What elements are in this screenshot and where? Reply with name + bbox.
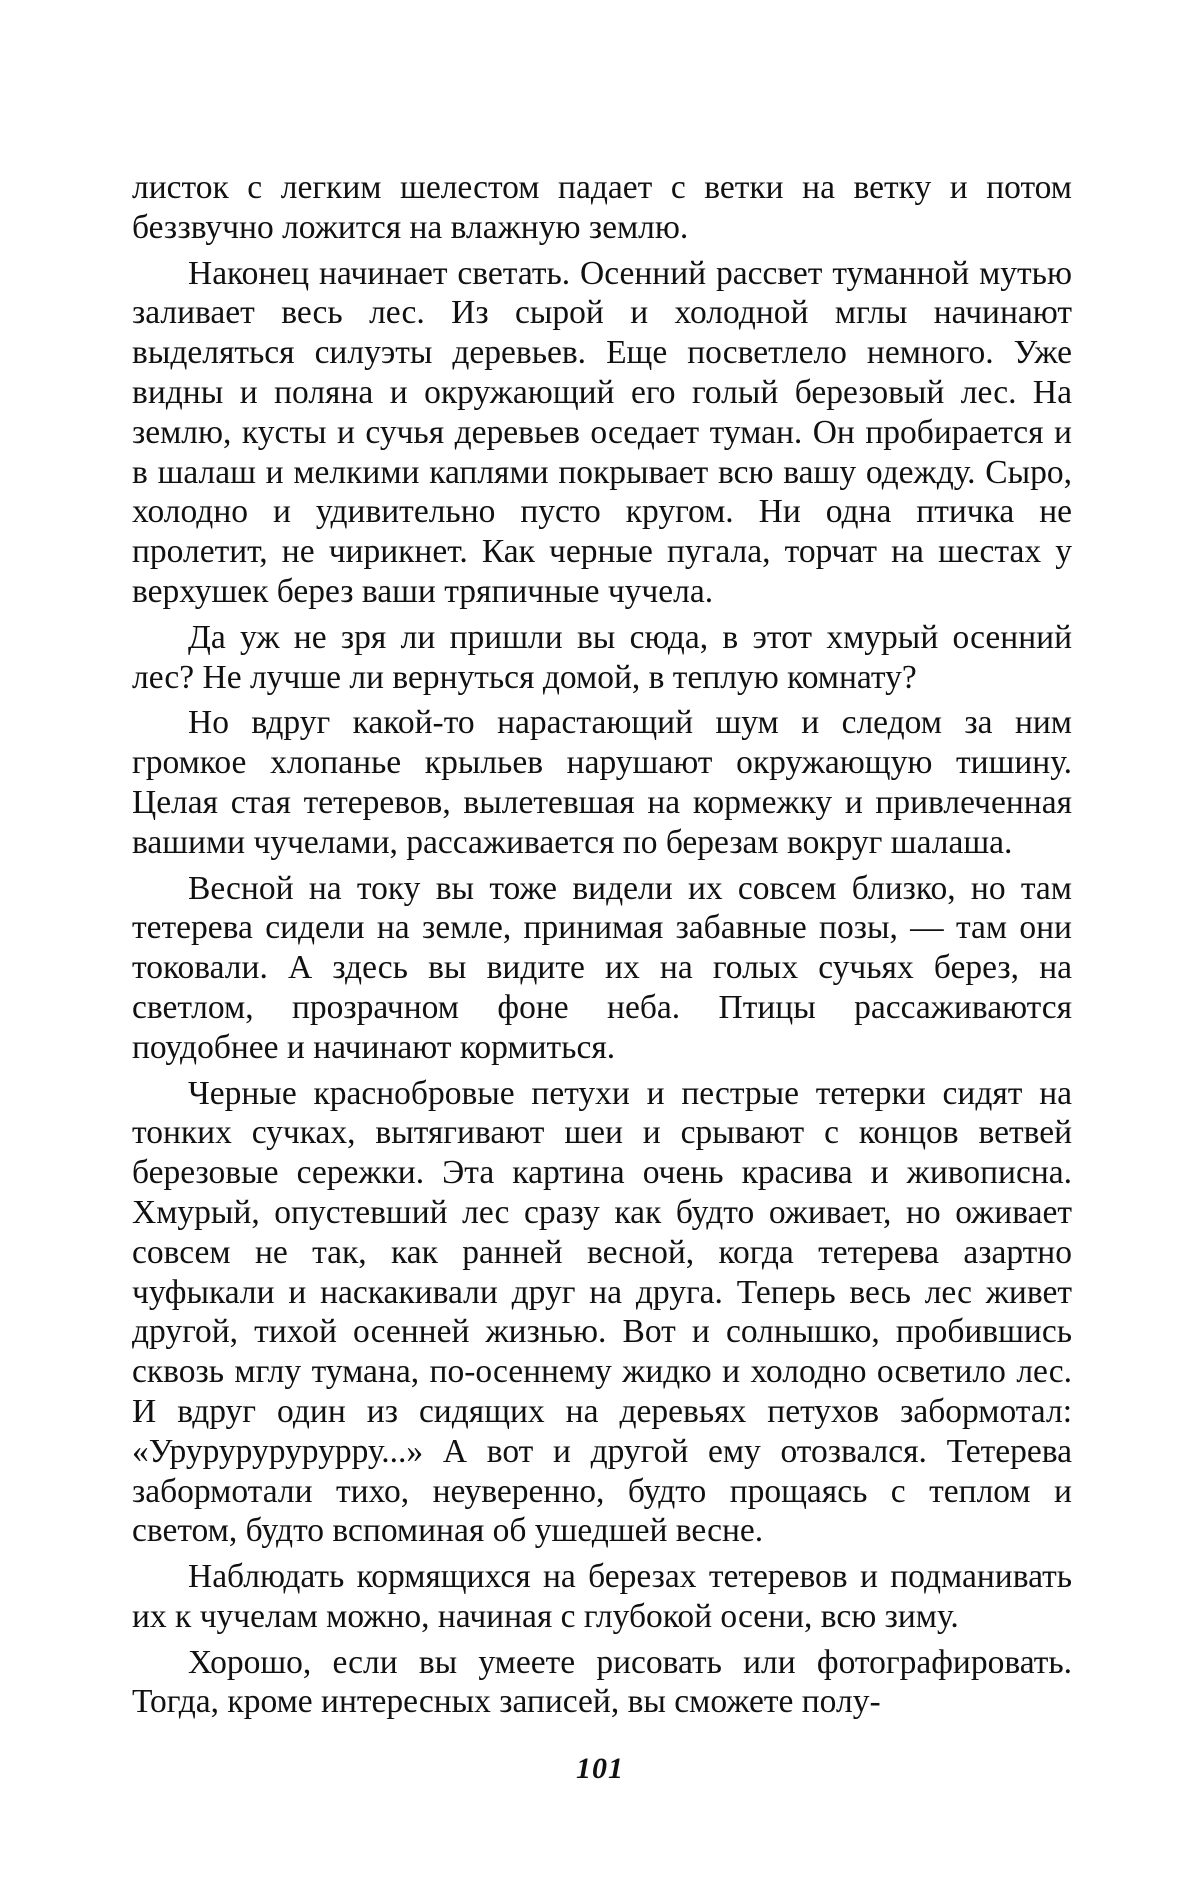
page-number: 101 [576,1752,624,1785]
paragraph: Черные краснобровые петухи и пестрые тетерки сидят на тонких сучках, вытягивают шеи и срывают с концов ветвей березовые сережки. Эта картина очень красива и живописна. Хмурый, опустевший лес сразу как будто оживает, но оживает совсем не так, как ранней весной, когда тетерева азартно чуфыкали и наскакивали друг на друга. Теперь весь лес живет другой, тихой осенней жизнью. Вот и солнышко, пробившись сквозь мглу тумана, по-осеннему жидко и холодно осветило лес. И вдруг один из сидящих на деревьях петухов забормотал: «Урурурурурурру...» А вот и другой ему отозвался. Тетерева забормотали тихо, неуверенно, будто прощаясь с теплом и светом, будто вспоминая об ушедшей весне. [132,1074,1072,1550]
paragraph: Весной на току вы тоже видели их совсем близко, но там тетерева сидели на земле, принимая забавные позы, — там они токовали. А здесь вы видите их на голых сучьях берез, на светлом, прозрачном фоне неба. Птицы рассаживаются поудобнее и начинают кормиться. [132,869,1072,1066]
paragraph: Но вдруг какой-то нарастающий шум и следом за ним громкое хлопанье крыльев нарушают окружающую тишину. Целая стая тетеревов, вылетевшая на кормежку и привлеченная вашими чучелами, рассаживается по березам вокруг шалаша. [132,704,1072,861]
paragraph: Наблюдать кормящихся на березах тетеревов и подманивать их к чучелам можно, начиная с глубокой осени, всю зиму. [132,1558,1072,1635]
paragraph: Да уж не зря ли пришли вы сюда, в этот хмурый осенний лес? Не лучше ли вернуться домой, в теплую комнату? [132,618,1072,696]
paragraph: листок с легким шелестом падает с ветки на ветку и потом беззвучно ложится на влажную землю. [132,169,1072,246]
paragraph: Хорошо, если вы умеете рисовать или фотографировать. Тогда, кроме интересных записей, вы сможете полу- [132,1643,1072,1721]
paragraph: Наконец начинает светать. Осенний рассвет туманной мутью заливает весь лес. Из сырой и холодной мглы начинают выделяться силуэты деревьев. Еще посветлело немного. Уже видны и поляна и окружающий его голый березовый лес. На землю, кусты и сучья деревьев оседает туман. Он пробирается и в шалаш и мелкими каплями покрывает всю вашу одежду. Сыро, холодно и удивительно пусто кругом. Ни одна птичка не пролетит, не чирикнет. Как черные пугала, торчат на шестах у верхушек берез ваши тряпичные чучела. [132,254,1072,610]
page-body [132,168,1072,1722]
